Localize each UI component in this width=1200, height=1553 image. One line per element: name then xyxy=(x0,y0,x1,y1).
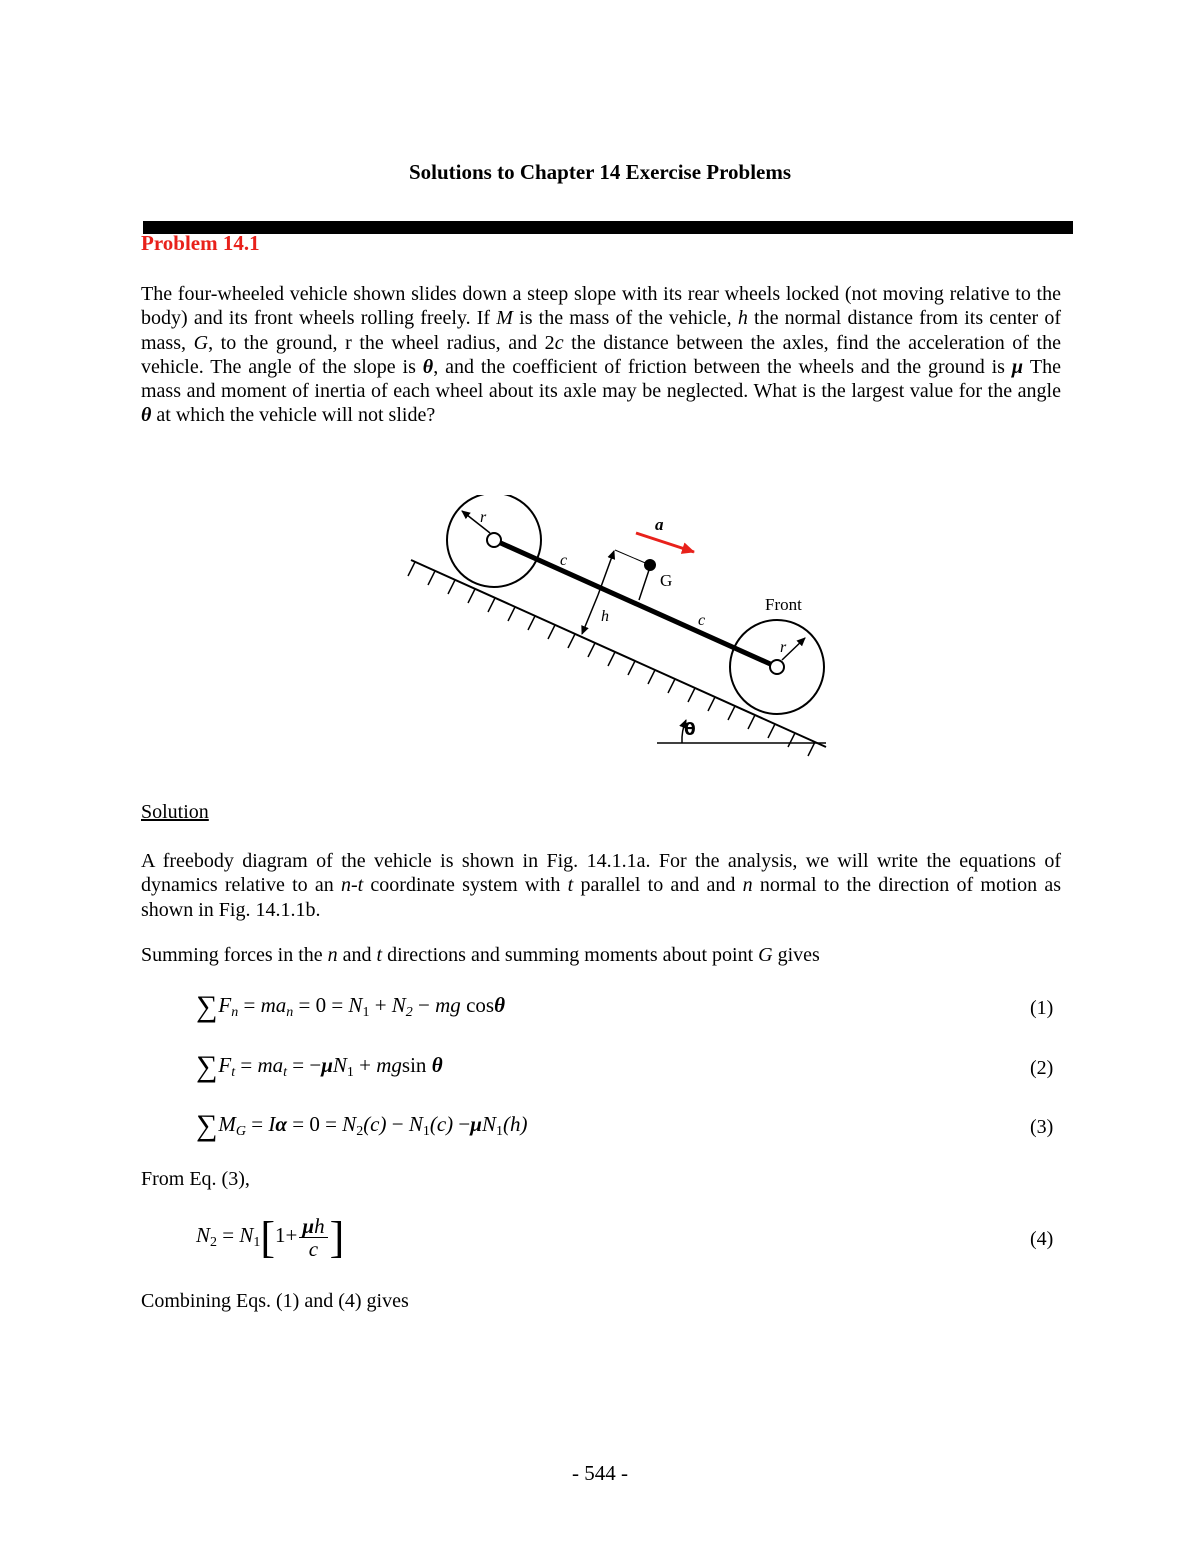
eq-subscript: t xyxy=(231,1065,236,1080)
eq-term: N xyxy=(391,993,406,1017)
symbol-n: n xyxy=(742,874,753,897)
text-run: and xyxy=(337,944,377,966)
symbol-n: n xyxy=(327,944,338,966)
acceleration-arrow xyxy=(636,533,694,552)
text-run: gives xyxy=(772,944,820,966)
label-r-rear: r xyxy=(480,509,487,526)
eq-term: F xyxy=(218,993,232,1017)
eq-operator: − xyxy=(453,1112,471,1136)
symbol-nt: n-t xyxy=(340,874,364,897)
eq-mu: μ xyxy=(321,1053,333,1077)
label-h: h xyxy=(601,608,609,625)
front-axle xyxy=(770,660,784,674)
text-run: parallel to and and xyxy=(573,874,743,897)
eq-operator: = xyxy=(246,1112,269,1136)
equation-2 xyxy=(196,1050,443,1084)
sum-symbol: ∑ xyxy=(196,1109,218,1142)
slope-line xyxy=(411,560,826,747)
eq-operator: = xyxy=(217,1223,240,1247)
equation-number-1: (1) xyxy=(1030,997,1054,1019)
sum-symbol: ∑ xyxy=(196,990,218,1023)
eq-operator: = xyxy=(235,1053,258,1077)
eq-term: ma xyxy=(257,1053,284,1077)
text-run: The mass and moment of inertia of each wheel about its axle may be neglected. What is the largest value for the angle xyxy=(141,355,1062,403)
text-run: at which the vehicle will not slide? xyxy=(151,404,436,427)
eq-term: ma xyxy=(260,993,287,1017)
symbol-G: G xyxy=(758,944,773,966)
eq-theta: θ xyxy=(431,1053,443,1077)
label-c-upper: c xyxy=(560,552,568,569)
symbol-c: c xyxy=(554,331,564,354)
eq-mu: μ xyxy=(470,1112,482,1136)
equation-number-4: (4) xyxy=(1030,1228,1054,1250)
problem-statement xyxy=(141,282,1061,428)
eq-operator: + xyxy=(353,1053,377,1077)
label-theta: θ xyxy=(684,720,696,740)
text-run: normal to the direction of motion as shown in Fig. 14.1.1b. xyxy=(141,874,1061,921)
symbol-theta: θ xyxy=(422,355,434,378)
eq-term: F xyxy=(218,1053,232,1077)
eq-operator: = − xyxy=(287,1053,322,1077)
eq-subscript: 1 xyxy=(422,1124,430,1139)
text-run: , to the ground, r the wheel radius, and 2 xyxy=(208,331,555,354)
eq-subscript: 1 xyxy=(253,1235,261,1250)
vehicle-slope-figure xyxy=(400,495,840,765)
symbol-G: G xyxy=(193,331,209,354)
eq-term: (h) xyxy=(502,1112,528,1136)
eq-subscript: G xyxy=(235,1124,247,1139)
equation-3 xyxy=(196,1109,527,1143)
eq-subscript: 2 xyxy=(405,1005,413,1020)
eq-term: N xyxy=(348,993,363,1017)
eq-fraction xyxy=(299,1215,327,1260)
rear-axle xyxy=(487,533,501,547)
heading-rule xyxy=(143,221,1073,234)
eq-operator: = 0 = xyxy=(286,1112,343,1136)
equation-number-3: (3) xyxy=(1030,1116,1054,1138)
text-run: A freebody diagram of the vehicle is shown in Fig. 14.1.1a. For the analysis, we will write the equations of dynamics relative to an xyxy=(141,850,1061,897)
eq-operator: + xyxy=(369,993,392,1017)
eq-operator: = xyxy=(238,993,261,1017)
eq-term: N xyxy=(196,1223,211,1247)
g-stem xyxy=(639,567,650,600)
eq-subscript: 1 xyxy=(495,1124,503,1139)
label-front: Front xyxy=(765,595,802,614)
eq-term: N xyxy=(239,1223,254,1247)
text-run: The four-wheeled vehicle shown slides down a steep slope with its rear wheels locked (not moving relative to the body) and its front wheels rolling freely. If xyxy=(141,283,1061,330)
sum-symbol: ∑ xyxy=(196,1050,218,1083)
eq-term: (c) xyxy=(363,1112,387,1136)
symbol-t: t xyxy=(567,874,574,897)
text-run: the normal distance from its center of mass, xyxy=(141,307,1061,354)
eq-term: N xyxy=(481,1112,496,1136)
h-extension xyxy=(615,550,650,565)
text-run: coordinate system with xyxy=(363,874,568,897)
eq-term: M xyxy=(218,1112,236,1136)
eq-function: sin xyxy=(401,1053,427,1077)
eq-bracket-right: ] xyxy=(329,1213,345,1262)
eq-subscript: 2 xyxy=(356,1124,364,1139)
eq-subscript: 2 xyxy=(210,1235,218,1250)
fraction-denominator: c xyxy=(308,1236,319,1261)
label-r-front: r xyxy=(780,639,787,656)
eq-mu: μ xyxy=(302,1213,315,1238)
eq-term: N xyxy=(408,1112,423,1136)
eq-term: N xyxy=(342,1112,357,1136)
eq-function: cos xyxy=(460,993,495,1017)
eq-term: mg xyxy=(376,1053,402,1077)
eq-operator: = 0 = xyxy=(293,993,349,1017)
eq-subscript: t xyxy=(283,1065,288,1080)
symbol-M: M xyxy=(496,307,513,330)
eq-alpha: α xyxy=(275,1112,287,1136)
solution-paragraph-1 xyxy=(141,849,1061,922)
h-dimension-arrow-down xyxy=(582,595,598,634)
equation-1 xyxy=(196,990,505,1024)
solution-paragraph-2 xyxy=(141,943,1061,967)
equation-4 xyxy=(196,1212,344,1263)
text-run: the distance between the axles, find the acceleration of the vehicle. The angle of the slope is xyxy=(141,331,1061,378)
symbol-mu: μ xyxy=(1011,355,1023,378)
symbol-t: t xyxy=(376,944,383,966)
label-c-lower: c xyxy=(698,612,706,629)
page-title: Solutions to Chapter 14 Exercise Problems xyxy=(408,160,792,184)
equation-number-2: (2) xyxy=(1030,1057,1054,1079)
eq-term: mg xyxy=(435,993,461,1017)
fraction-numerator xyxy=(299,1215,327,1238)
label-G: G xyxy=(660,571,673,590)
eq-theta: θ xyxy=(494,993,505,1017)
eq-subscript: n xyxy=(286,1005,294,1020)
eq-subscript: n xyxy=(231,1005,239,1020)
text-run: is the mass of the vehicle, xyxy=(512,307,738,330)
problem-heading: Problem 14.1 xyxy=(141,231,260,255)
eq-term: (c) xyxy=(429,1112,454,1136)
page-number: - 544 - xyxy=(572,1461,628,1485)
combining-text: Combining Eqs. (1) and (4) gives xyxy=(141,1290,409,1312)
text-run: directions and summing moments about point xyxy=(382,944,759,966)
symbol-h: h xyxy=(737,307,748,330)
eq-term: I xyxy=(268,1112,276,1136)
text-run: Summing forces in the xyxy=(141,944,328,966)
label-a: a xyxy=(655,515,664,534)
symbol-theta: θ xyxy=(141,404,152,427)
text-run: , and the coefficient of friction between the wheels and the ground is xyxy=(433,355,1012,378)
eq-operator: − xyxy=(386,1112,409,1136)
eq-bracket-left: [ xyxy=(260,1213,276,1262)
eq-term: N xyxy=(332,1053,347,1077)
eq-term: h xyxy=(314,1213,325,1238)
eq-operator: − xyxy=(412,993,436,1017)
eq-subscript: 1 xyxy=(346,1065,354,1080)
from-eq3-text: From Eq. (3), xyxy=(141,1168,250,1190)
solution-heading: Solution xyxy=(141,801,209,823)
eq-term: 1+ xyxy=(275,1223,298,1247)
eq-subscript: 1 xyxy=(362,1005,370,1020)
